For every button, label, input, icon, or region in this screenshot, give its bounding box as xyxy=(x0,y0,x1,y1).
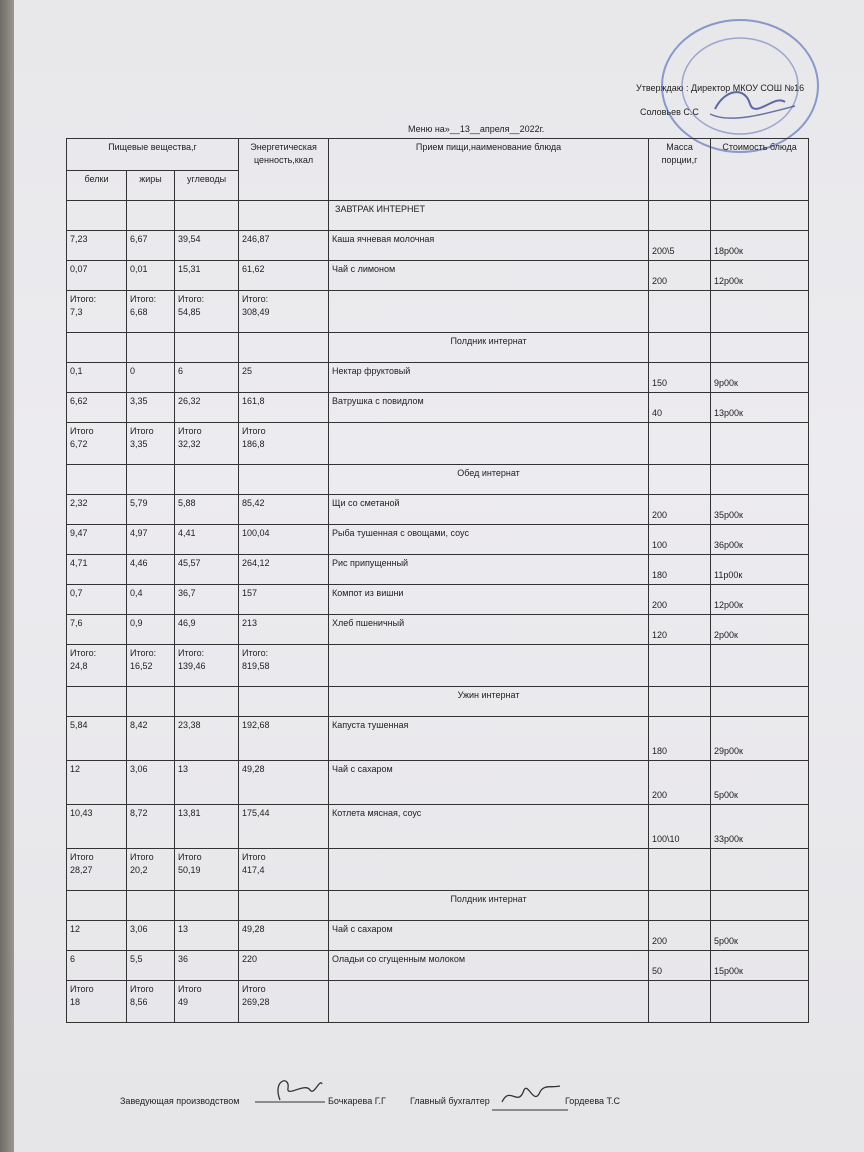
dish-name: Рыба тушенная с овощами, соус xyxy=(329,525,649,555)
empty-cell xyxy=(329,981,649,1023)
carbs-cell: 26,32 xyxy=(175,393,239,423)
empty-cell xyxy=(711,891,809,921)
total-cell xyxy=(239,849,329,891)
empty-cell xyxy=(175,891,239,921)
fat-cell: 5,79 xyxy=(127,495,175,525)
energy-cell: 264,12 xyxy=(239,555,329,585)
total-label: Итого xyxy=(70,426,94,436)
carbs-cell: 6 xyxy=(175,363,239,393)
dish-name: Щи со сметаной xyxy=(329,495,649,525)
empty-cell xyxy=(239,687,329,717)
mass-cell: 180 xyxy=(649,717,711,761)
empty-cell xyxy=(711,333,809,363)
total-label: Итого xyxy=(130,426,154,436)
mass-cell: 40 xyxy=(649,393,711,423)
mass-cell: 150 xyxy=(649,363,711,393)
fat-cell: 4,97 xyxy=(127,525,175,555)
section-title: Полдник интернат xyxy=(329,891,649,921)
dish-name: Ватрушка с повидлом xyxy=(329,393,649,423)
total-cell xyxy=(127,291,175,333)
carbs-cell: 36,7 xyxy=(175,585,239,615)
fat-cell: 4,46 xyxy=(127,555,175,585)
total-label: Итого: xyxy=(242,648,269,658)
total-label: Итого: xyxy=(242,294,269,304)
section-title: Ужин интернат xyxy=(329,687,649,717)
empty-cell xyxy=(711,465,809,495)
total-value: 28,27 xyxy=(70,865,93,875)
total-label: Итого xyxy=(178,426,202,436)
empty-cell xyxy=(649,333,711,363)
total-value: 186,8 xyxy=(242,439,265,449)
total-label: Итого: xyxy=(70,648,97,658)
empty-cell xyxy=(711,423,809,465)
header-meal: Прием пищи,наименование блюда xyxy=(329,139,649,201)
empty-cell xyxy=(649,465,711,495)
total-row xyxy=(67,645,809,687)
total-label: Итого: xyxy=(178,648,205,658)
table-row xyxy=(67,363,809,393)
total-label: Итого xyxy=(178,852,202,862)
total-value: 8,56 xyxy=(130,997,148,1007)
protein-cell: 0,1 xyxy=(67,363,127,393)
total-label: Итого: xyxy=(130,294,157,304)
empty-cell xyxy=(239,465,329,495)
header-nutrients: Пищевые вещества,г xyxy=(67,139,239,171)
total-value: 819,58 xyxy=(242,661,270,671)
protein-cell: 12 xyxy=(67,921,127,951)
total-label: Итого xyxy=(242,984,266,994)
total-value: 3,35 xyxy=(130,439,148,449)
total-row xyxy=(67,291,809,333)
mass-cell: 180 xyxy=(649,555,711,585)
table-row xyxy=(67,261,809,291)
fat-cell: 3,06 xyxy=(127,921,175,951)
total-value: 308,49 xyxy=(242,307,270,317)
empty-cell xyxy=(239,333,329,363)
empty-cell xyxy=(175,687,239,717)
mass-cell: 200 xyxy=(649,585,711,615)
protein-cell: 6 xyxy=(67,951,127,981)
total-label: Итого: xyxy=(178,294,205,304)
energy-cell: 49,28 xyxy=(239,921,329,951)
table-row xyxy=(67,555,809,585)
accountant-label: Главный бухгалтер xyxy=(410,1096,490,1106)
carbs-cell: 39,54 xyxy=(175,231,239,261)
total-cell xyxy=(175,981,239,1023)
price-cell: 33р00к xyxy=(711,805,809,849)
director-name: Соловьев С.С xyxy=(640,107,699,117)
energy-cell: 175,44 xyxy=(239,805,329,849)
carbs-cell: 23,38 xyxy=(175,717,239,761)
total-cell xyxy=(175,423,239,465)
protein-cell: 0,7 xyxy=(67,585,127,615)
manager-signature xyxy=(250,1070,330,1110)
fat-cell: 0 xyxy=(127,363,175,393)
empty-cell xyxy=(711,201,809,231)
empty-cell xyxy=(711,645,809,687)
fat-cell: 0,9 xyxy=(127,615,175,645)
energy-cell: 100,04 xyxy=(239,525,329,555)
empty-cell xyxy=(127,333,175,363)
total-value: 54,85 xyxy=(178,307,201,317)
background-edge xyxy=(0,0,14,1152)
total-value: 20,2 xyxy=(130,865,148,875)
energy-cell: 220 xyxy=(239,951,329,981)
section-title: Обед интернат xyxy=(329,465,649,495)
empty-cell xyxy=(239,201,329,231)
dish-name: Капуста тушенная xyxy=(329,717,649,761)
total-label: Итого xyxy=(242,426,266,436)
total-label: Итого: xyxy=(70,294,97,304)
total-row xyxy=(67,849,809,891)
section-row xyxy=(67,891,809,921)
empty-cell xyxy=(127,891,175,921)
empty-cell xyxy=(127,465,175,495)
section-row xyxy=(67,201,809,231)
total-cell xyxy=(239,291,329,333)
empty-cell xyxy=(127,201,175,231)
energy-cell: 246,87 xyxy=(239,231,329,261)
price-cell: 12р00к xyxy=(711,585,809,615)
total-cell xyxy=(175,291,239,333)
empty-cell xyxy=(67,891,127,921)
empty-cell xyxy=(67,687,127,717)
total-value: 50,19 xyxy=(178,865,201,875)
carbs-cell: 45,57 xyxy=(175,555,239,585)
fat-cell: 5,5 xyxy=(127,951,175,981)
empty-cell xyxy=(649,423,711,465)
total-value: 24,8 xyxy=(70,661,88,671)
total-value: 16,52 xyxy=(130,661,153,671)
protein-cell: 4,71 xyxy=(67,555,127,585)
protein-cell: 10,43 xyxy=(67,805,127,849)
protein-cell: 2,32 xyxy=(67,495,127,525)
total-value: 49 xyxy=(178,997,189,1007)
approval-line: Утверждаю : Директор МКОУ СОШ №16 xyxy=(636,83,805,93)
total-value: 139,46 xyxy=(178,661,206,671)
total-cell xyxy=(67,423,127,465)
header-mass: Масса порции,г xyxy=(649,139,711,201)
table-row xyxy=(67,231,809,261)
protein-cell: 6,62 xyxy=(67,393,127,423)
total-value: 269,28 xyxy=(242,997,270,1007)
total-row xyxy=(67,981,809,1023)
section-row xyxy=(67,687,809,717)
energy-cell: 213 xyxy=(239,615,329,645)
empty-cell xyxy=(67,333,127,363)
mass-cell: 100\10 xyxy=(649,805,711,849)
total-label: Итого xyxy=(178,984,202,994)
total-cell xyxy=(127,645,175,687)
manager-name: Бочкарева Г.Г xyxy=(328,1096,386,1106)
total-cell xyxy=(67,291,127,333)
total-cell xyxy=(175,849,239,891)
dish-name: Компот из вишни xyxy=(329,585,649,615)
section-title: Полдник интернат xyxy=(329,333,649,363)
manager-label: Заведующая производством xyxy=(120,1096,240,1106)
total-cell xyxy=(175,645,239,687)
carbs-cell: 13 xyxy=(175,921,239,951)
empty-cell xyxy=(649,981,711,1023)
empty-cell xyxy=(329,291,649,333)
total-cell xyxy=(239,981,329,1023)
dish-name: Чай с сахаром xyxy=(329,921,649,951)
menu-table xyxy=(66,138,809,1023)
protein-cell: 12 xyxy=(67,761,127,805)
empty-cell xyxy=(329,423,649,465)
total-value: 7,3 xyxy=(70,307,83,317)
price-cell: 9р00к xyxy=(711,363,809,393)
empty-cell xyxy=(711,849,809,891)
price-cell: 35р00к xyxy=(711,495,809,525)
protein-cell: 7,23 xyxy=(67,231,127,261)
total-label: Итого xyxy=(242,852,266,862)
empty-cell xyxy=(329,645,649,687)
carbs-cell: 46,9 xyxy=(175,615,239,645)
total-label: Итого xyxy=(130,984,154,994)
empty-cell xyxy=(329,849,649,891)
energy-cell: 85,42 xyxy=(239,495,329,525)
total-cell xyxy=(127,849,175,891)
mass-cell: 100 xyxy=(649,525,711,555)
empty-cell xyxy=(175,201,239,231)
table-row xyxy=(67,951,809,981)
dish-name: Чай с сахаром xyxy=(329,761,649,805)
mass-cell: 200\5 xyxy=(649,231,711,261)
total-row xyxy=(67,423,809,465)
dish-name: Нектар фруктовый xyxy=(329,363,649,393)
menu-title: Меню на»__13__апреля__2022г. xyxy=(408,124,545,134)
table-row xyxy=(67,761,809,805)
mass-cell: 120 xyxy=(649,615,711,645)
total-cell xyxy=(67,645,127,687)
price-cell: 36р00к xyxy=(711,525,809,555)
total-cell xyxy=(67,981,127,1023)
total-label: Итого xyxy=(70,852,94,862)
table-row xyxy=(67,585,809,615)
fat-cell: 3,06 xyxy=(127,761,175,805)
dish-name: Рис припущенный xyxy=(329,555,649,585)
carbs-cell: 15,31 xyxy=(175,261,239,291)
fat-cell: 0,4 xyxy=(127,585,175,615)
protein-cell: 7,6 xyxy=(67,615,127,645)
total-cell xyxy=(67,849,127,891)
carbs-cell: 13,81 xyxy=(175,805,239,849)
empty-cell xyxy=(649,201,711,231)
header-protein: белки xyxy=(67,171,127,201)
empty-cell xyxy=(649,891,711,921)
dish-name: Котлета мясная, соус xyxy=(329,805,649,849)
total-label: Итого xyxy=(130,852,154,862)
price-cell: 5р00к xyxy=(711,921,809,951)
energy-cell: 161,8 xyxy=(239,393,329,423)
energy-cell: 49,28 xyxy=(239,761,329,805)
total-cell xyxy=(127,423,175,465)
carbs-cell: 4,41 xyxy=(175,525,239,555)
mass-cell: 200 xyxy=(649,921,711,951)
energy-cell: 192,68 xyxy=(239,717,329,761)
table-row xyxy=(67,615,809,645)
fat-cell: 0,01 xyxy=(127,261,175,291)
total-value: 6,68 xyxy=(130,307,148,317)
total-cell xyxy=(239,645,329,687)
empty-cell xyxy=(175,333,239,363)
price-cell: 5р00к xyxy=(711,761,809,805)
protein-cell: 0,07 xyxy=(67,261,127,291)
energy-cell: 157 xyxy=(239,585,329,615)
price-cell: 2р00к xyxy=(711,615,809,645)
empty-cell xyxy=(649,291,711,333)
total-label: Итого: xyxy=(130,648,157,658)
header-carbs: углеводы xyxy=(175,171,239,201)
total-label: Итого xyxy=(70,984,94,994)
section-row xyxy=(67,465,809,495)
empty-cell xyxy=(127,687,175,717)
mass-cell: 200 xyxy=(649,261,711,291)
fat-cell: 6,67 xyxy=(127,231,175,261)
total-value: 32,32 xyxy=(178,439,201,449)
mass-cell: 200 xyxy=(649,495,711,525)
empty-cell xyxy=(67,465,127,495)
energy-cell: 25 xyxy=(239,363,329,393)
table-row xyxy=(67,805,809,849)
table-row xyxy=(67,921,809,951)
section-title: ЗАВТРАК ИНТЕРНЕТ xyxy=(329,201,649,231)
protein-cell: 5,84 xyxy=(67,717,127,761)
empty-cell xyxy=(649,645,711,687)
table-row xyxy=(67,495,809,525)
table-row xyxy=(67,525,809,555)
dish-name: Чай с лимоном xyxy=(329,261,649,291)
header-cost: Стоимость блюда xyxy=(711,139,809,201)
empty-cell xyxy=(649,687,711,717)
price-cell: 11р00к xyxy=(711,555,809,585)
price-cell: 29р00к xyxy=(711,717,809,761)
total-value: 6,72 xyxy=(70,439,88,449)
energy-cell: 61,62 xyxy=(239,261,329,291)
carbs-cell: 36 xyxy=(175,951,239,981)
carbs-cell: 5,88 xyxy=(175,495,239,525)
empty-cell xyxy=(711,687,809,717)
empty-cell xyxy=(649,849,711,891)
empty-cell xyxy=(175,465,239,495)
price-cell: 15р00к xyxy=(711,951,809,981)
price-cell: 12р00к xyxy=(711,261,809,291)
total-value: 18 xyxy=(70,997,81,1007)
total-cell xyxy=(239,423,329,465)
accountant-name: Гордеева Т.С xyxy=(565,1096,621,1106)
protein-cell: 9,47 xyxy=(67,525,127,555)
price-cell: 18р00к xyxy=(711,231,809,261)
table-row xyxy=(67,393,809,423)
fat-cell: 8,42 xyxy=(127,717,175,761)
carbs-cell: 13 xyxy=(175,761,239,805)
empty-cell xyxy=(67,201,127,231)
empty-cell xyxy=(711,981,809,1023)
table-row xyxy=(67,717,809,761)
dish-name: Каша ячневая молочная xyxy=(329,231,649,261)
fat-cell: 8,72 xyxy=(127,805,175,849)
dish-name: Оладьи со сгущенным молоком xyxy=(329,951,649,981)
total-cell xyxy=(127,981,175,1023)
accountant-signature xyxy=(490,1080,570,1115)
fat-cell: 3,35 xyxy=(127,393,175,423)
price-cell: 13р00к xyxy=(711,393,809,423)
total-value: 417,4 xyxy=(242,865,265,875)
mass-cell: 200 xyxy=(649,761,711,805)
mass-cell: 50 xyxy=(649,951,711,981)
header-energy: Энергетическая ценность,ккал xyxy=(239,139,329,201)
empty-cell xyxy=(239,891,329,921)
dish-name: Хлеб пшеничный xyxy=(329,615,649,645)
header-fat: жиры xyxy=(127,171,175,201)
empty-cell xyxy=(711,291,809,333)
section-row xyxy=(67,333,809,363)
